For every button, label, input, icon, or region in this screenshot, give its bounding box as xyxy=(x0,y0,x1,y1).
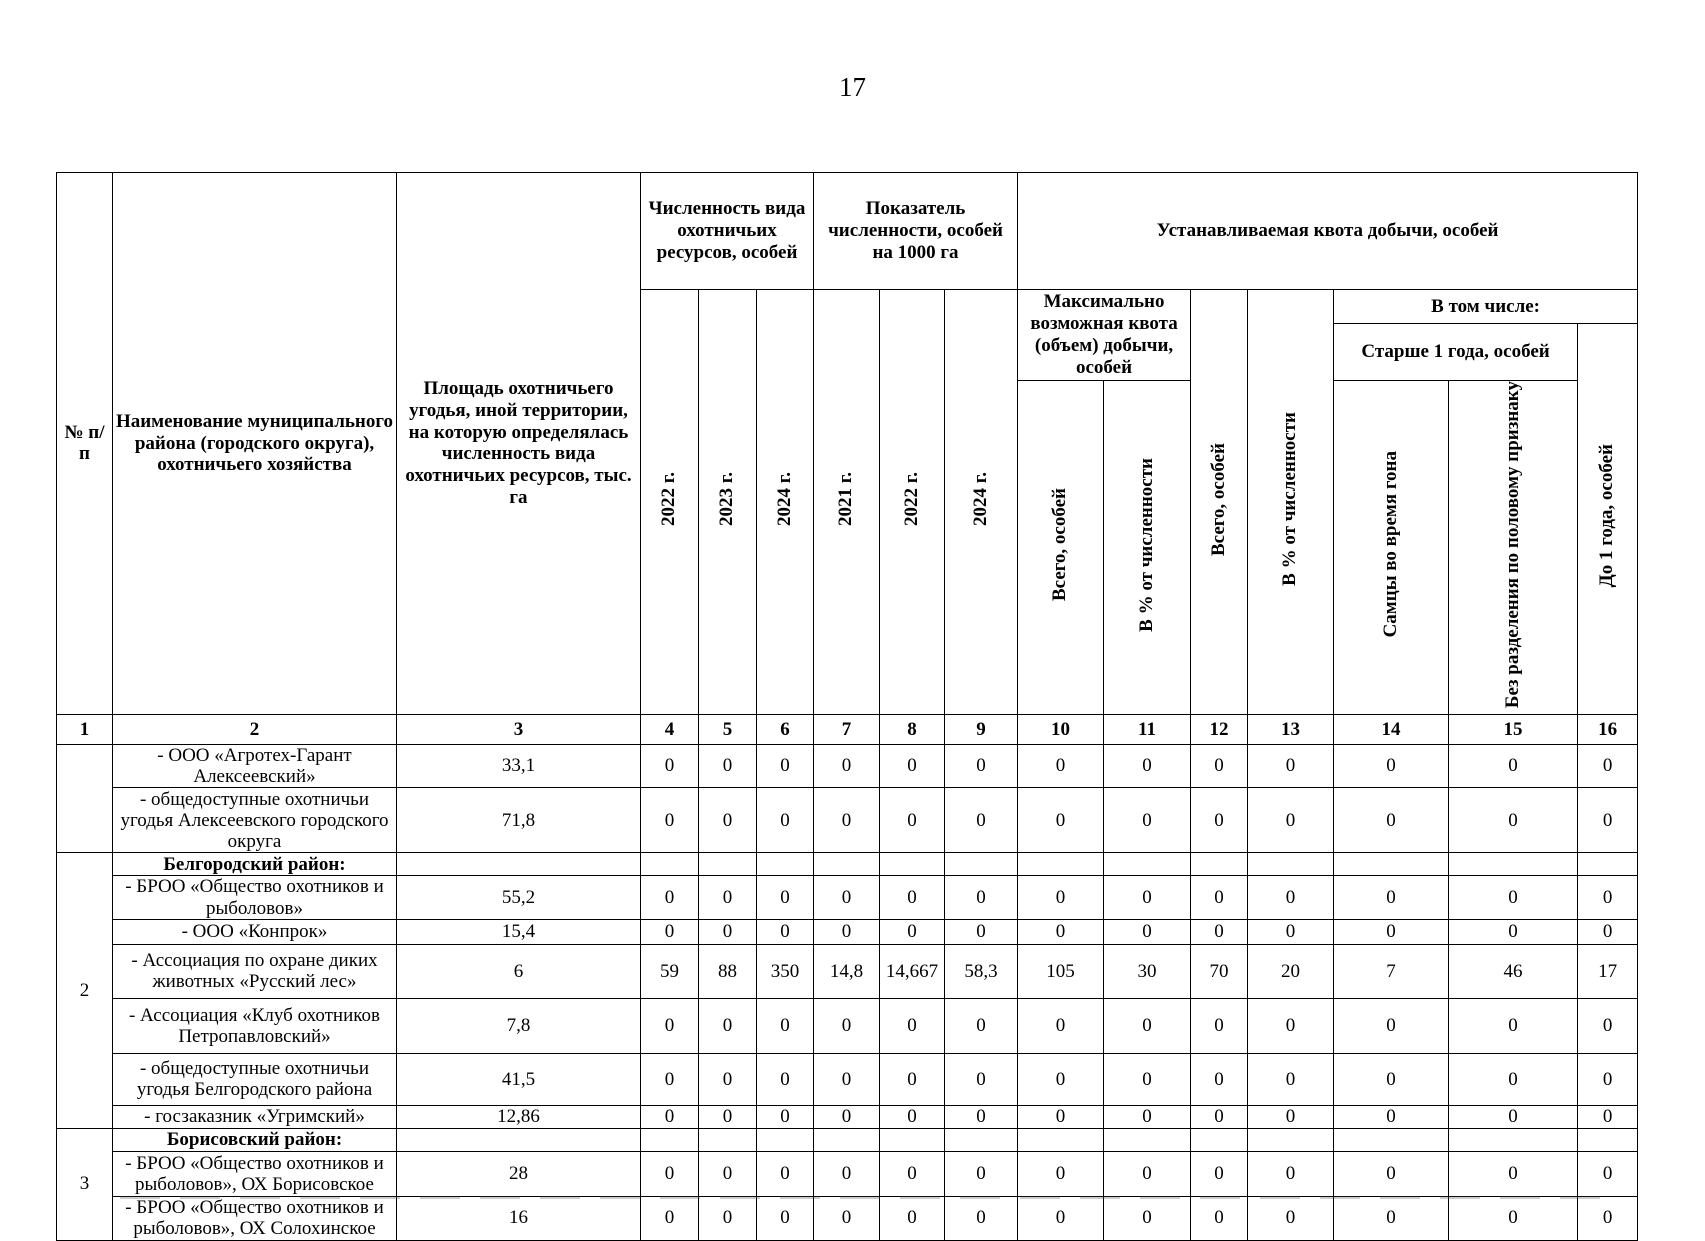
column-number: 10 xyxy=(1018,714,1104,744)
row-value: 0 xyxy=(1191,1105,1248,1128)
row-value: 12,86 xyxy=(397,1105,641,1128)
empty-cell xyxy=(757,853,814,876)
row-value: 0 xyxy=(641,788,699,853)
row-value: 0 xyxy=(880,744,945,788)
row-value: 0 xyxy=(1018,876,1104,920)
empty-cell xyxy=(397,1128,641,1151)
row-value: 0 xyxy=(757,788,814,853)
row-value: 0 xyxy=(1104,744,1191,788)
row-value: 0 xyxy=(1449,1151,1578,1196)
row-value: 0 xyxy=(1248,998,1334,1053)
row-value: 41,5 xyxy=(397,1053,641,1105)
header-including: В том числе: xyxy=(1334,290,1638,324)
row-value: 0 xyxy=(757,1151,814,1196)
table-row xyxy=(57,1151,1638,1196)
bottom-rule xyxy=(120,1196,1620,1199)
empty-cell xyxy=(641,1128,699,1151)
row-value: 0 xyxy=(699,1196,757,1240)
row-value: 0 xyxy=(1449,1105,1578,1128)
row-value: 0 xyxy=(880,788,945,853)
empty-cell xyxy=(880,853,945,876)
table-row xyxy=(57,1053,1638,1105)
header-no-sex: Без разделения по половому признаку xyxy=(1449,381,1578,715)
header-density-year-3: 2024 г. xyxy=(945,290,1018,715)
row-value: 0 xyxy=(699,1151,757,1196)
row-value: 0 xyxy=(1449,1196,1578,1240)
row-value: 0 xyxy=(1334,1105,1449,1128)
row-value: 0 xyxy=(699,744,757,788)
row-value: 15,4 xyxy=(397,919,641,944)
column-number: 12 xyxy=(1191,714,1248,744)
row-value: 0 xyxy=(1334,876,1449,920)
empty-cell xyxy=(397,853,641,876)
group-number: 3 xyxy=(57,1128,113,1240)
empty-cell xyxy=(1018,853,1104,876)
empty-cell xyxy=(699,853,757,876)
row-value: 0 xyxy=(1104,919,1191,944)
empty-cell xyxy=(814,1128,880,1151)
row-value: 0 xyxy=(945,1151,1018,1196)
table-row xyxy=(57,1105,1638,1128)
row-value: 0 xyxy=(945,1105,1018,1128)
empty-cell xyxy=(1334,853,1449,876)
column-number: 15 xyxy=(1449,714,1578,744)
row-value: 0 xyxy=(945,919,1018,944)
column-numbers-row xyxy=(57,714,1638,744)
row-value: 88 xyxy=(699,944,757,998)
row-value: 20 xyxy=(1248,944,1334,998)
row-name: - госзаказник «Угримский» xyxy=(113,1105,397,1128)
row-value: 0 xyxy=(1334,1151,1449,1196)
row-name: - Ассоциация по охране диких животных «Русский лес» xyxy=(113,944,397,998)
row-name: - ООО «Агротех-Гарант Алексеевский» xyxy=(113,744,397,788)
column-number: 16 xyxy=(1578,714,1638,744)
row-value: 0 xyxy=(757,1105,814,1128)
row-value: 0 xyxy=(699,788,757,853)
row-value: 0 xyxy=(945,998,1018,1053)
row-value: 0 xyxy=(641,919,699,944)
row-value: 350 xyxy=(757,944,814,998)
empty-cell xyxy=(1449,1128,1578,1151)
row-value: 0 xyxy=(814,1105,880,1128)
table-row xyxy=(57,1196,1638,1240)
row-value: 0 xyxy=(757,1053,814,1105)
row-value: 0 xyxy=(699,919,757,944)
row-value: 0 xyxy=(880,1053,945,1105)
row-value: 14,667 xyxy=(880,944,945,998)
row-name: - БРОО «Общество охотников и рыболовов» xyxy=(113,876,397,920)
row-value: 0 xyxy=(1578,788,1638,853)
header-max-quota: Максимально возможная квота (объем) добычи, особей xyxy=(1018,290,1191,381)
group-number: 2 xyxy=(57,853,113,1128)
header-num: № п/п xyxy=(57,173,113,715)
row-value: 0 xyxy=(814,1196,880,1240)
row-value: 0 xyxy=(880,1105,945,1128)
row-value: 0 xyxy=(1018,919,1104,944)
column-number: 5 xyxy=(699,714,757,744)
row-value: 71,8 xyxy=(397,788,641,853)
row-value: 0 xyxy=(1018,788,1104,853)
header-density-year-1: 2021 г. xyxy=(814,290,880,715)
column-number: 4 xyxy=(641,714,699,744)
row-value: 0 xyxy=(880,1151,945,1196)
row-value: 0 xyxy=(880,919,945,944)
row-value: 0 xyxy=(1578,1053,1638,1105)
row-value: 0 xyxy=(641,1053,699,1105)
header-area: Площадь охотничьего угодья, иной территории, на которую определялась численность вида охотничьих ресурсов, тыс. га xyxy=(397,173,641,715)
row-value: 0 xyxy=(1248,788,1334,853)
header-count-year-1: 2022 г. xyxy=(641,290,699,715)
empty-cell xyxy=(1104,1128,1191,1151)
header-count-year-3: 2024 г. xyxy=(757,290,814,715)
row-value: 0 xyxy=(757,998,814,1053)
row-value: 0 xyxy=(1191,876,1248,920)
row-value: 0 xyxy=(757,1196,814,1240)
group-number xyxy=(57,744,113,853)
row-value: 0 xyxy=(1248,1151,1334,1196)
row-value: 0 xyxy=(1578,1196,1638,1240)
row-value: 6 xyxy=(397,944,641,998)
row-value: 0 xyxy=(945,876,1018,920)
header-max-pct: В % от численности xyxy=(1104,381,1191,715)
row-value: 0 xyxy=(1578,998,1638,1053)
empty-cell xyxy=(1449,853,1578,876)
empty-cell xyxy=(641,853,699,876)
row-value: 0 xyxy=(1334,919,1449,944)
column-number: 7 xyxy=(814,714,880,744)
empty-cell xyxy=(1334,1128,1449,1151)
row-value: 0 xyxy=(1578,876,1638,920)
empty-cell xyxy=(814,853,880,876)
row-value: 0 xyxy=(1018,744,1104,788)
row-value: 0 xyxy=(1104,876,1191,920)
empty-cell xyxy=(945,1128,1018,1151)
row-value: 28 xyxy=(397,1151,641,1196)
row-value: 0 xyxy=(1248,1196,1334,1240)
empty-cell xyxy=(1104,853,1191,876)
table-header xyxy=(57,173,1638,715)
row-value: 0 xyxy=(1248,919,1334,944)
column-number: 8 xyxy=(880,714,945,744)
row-value: 0 xyxy=(699,998,757,1053)
header-under1: До 1 года, особей xyxy=(1578,324,1638,715)
row-value: 0 xyxy=(1191,1196,1248,1240)
row-value: 105 xyxy=(1018,944,1104,998)
row-value: 0 xyxy=(1449,788,1578,853)
row-value: 0 xyxy=(1104,998,1191,1053)
row-name: - Ассоциация «Клуб охотников Петропавловский» xyxy=(113,998,397,1053)
row-value: 0 xyxy=(1334,744,1449,788)
row-value: 0 xyxy=(699,876,757,920)
header-density-group: Показатель численности, особей на 1000 га xyxy=(814,173,1018,290)
empty-cell xyxy=(1018,1128,1104,1151)
table-row xyxy=(57,788,1638,853)
row-value: 0 xyxy=(814,998,880,1053)
header-count-year-2: 2023 г. xyxy=(699,290,757,715)
column-number: 3 xyxy=(397,714,641,744)
column-number: 14 xyxy=(1334,714,1449,744)
column-number: 13 xyxy=(1248,714,1334,744)
page-number: 17 xyxy=(839,72,866,102)
row-value: 0 xyxy=(1334,1053,1449,1105)
row-value: 0 xyxy=(1449,744,1578,788)
row-value: 0 xyxy=(1334,998,1449,1053)
quota-table xyxy=(56,172,1638,1241)
row-value: 0 xyxy=(1191,744,1248,788)
row-value: 0 xyxy=(814,788,880,853)
row-value: 0 xyxy=(699,1053,757,1105)
row-value: 0 xyxy=(1191,1151,1248,1196)
row-value: 7,8 xyxy=(397,998,641,1053)
header-name: Наименование муниципального района (городского округа), охотничьего хозяйства xyxy=(113,173,397,715)
row-value: 0 xyxy=(1018,1151,1104,1196)
empty-cell xyxy=(945,853,1018,876)
row-value: 0 xyxy=(1104,1196,1191,1240)
group-title-row xyxy=(57,1128,1638,1151)
row-value: 0 xyxy=(945,788,1018,853)
row-value: 0 xyxy=(814,744,880,788)
header-max-total: Всего, особей xyxy=(1018,381,1104,715)
row-value: 0 xyxy=(1449,919,1578,944)
row-value: 0 xyxy=(880,1196,945,1240)
row-value: 0 xyxy=(757,919,814,944)
group-title-row xyxy=(57,853,1638,876)
row-value: 0 xyxy=(641,1196,699,1240)
row-value: 46 xyxy=(1449,944,1578,998)
header-quota-group: Устанавливаемая квота добычи, особей xyxy=(1018,173,1638,290)
row-value: 30 xyxy=(1104,944,1191,998)
column-number: 6 xyxy=(757,714,814,744)
row-value: 0 xyxy=(814,876,880,920)
row-value: 0 xyxy=(945,1053,1018,1105)
empty-cell xyxy=(1191,853,1248,876)
row-value: 0 xyxy=(1449,1053,1578,1105)
row-name: - общедоступные охотничьи угодья Белгородского района xyxy=(113,1053,397,1105)
row-value: 0 xyxy=(1578,919,1638,944)
row-value: 0 xyxy=(641,1105,699,1128)
table-row xyxy=(57,744,1638,788)
row-value: 0 xyxy=(1104,1105,1191,1128)
row-value: 14,8 xyxy=(814,944,880,998)
table-body xyxy=(57,714,1638,1240)
empty-cell xyxy=(880,1128,945,1151)
table-row xyxy=(57,944,1638,998)
row-name: - общедоступные охотничьи угодья Алексеевского городского округа xyxy=(113,788,397,853)
column-number: 9 xyxy=(945,714,1018,744)
row-value: 0 xyxy=(1018,1196,1104,1240)
empty-cell xyxy=(1191,1128,1248,1151)
empty-cell xyxy=(1578,853,1638,876)
row-name: - БРОО «Общество охотников и рыболовов», ОХ Солохинское xyxy=(113,1196,397,1240)
empty-cell xyxy=(757,1128,814,1151)
row-value: 0 xyxy=(1449,998,1578,1053)
table-row xyxy=(57,919,1638,944)
empty-cell xyxy=(1248,853,1334,876)
table-row xyxy=(57,876,1638,920)
row-value: 0 xyxy=(1018,998,1104,1053)
row-value: 0 xyxy=(945,1196,1018,1240)
row-value: 0 xyxy=(1104,788,1191,853)
group-title: Борисовский район: xyxy=(113,1128,397,1151)
row-value: 0 xyxy=(1578,1151,1638,1196)
row-value: 70 xyxy=(1191,944,1248,998)
header-males: Самцы во время гона xyxy=(1334,381,1449,715)
row-value: 0 xyxy=(641,1151,699,1196)
row-value: 0 xyxy=(1191,1053,1248,1105)
row-value: 0 xyxy=(1248,1053,1334,1105)
row-value: 0 xyxy=(1191,919,1248,944)
row-name: - ООО «Конпрок» xyxy=(113,919,397,944)
header-older: Старше 1 года, особей xyxy=(1334,324,1578,381)
column-number: 11 xyxy=(1104,714,1191,744)
row-value: 33,1 xyxy=(397,744,641,788)
row-value: 0 xyxy=(814,1151,880,1196)
row-value: 16 xyxy=(397,1196,641,1240)
group-title: Белгородский район: xyxy=(113,853,397,876)
row-value: 0 xyxy=(699,1105,757,1128)
row-value: 7 xyxy=(1334,944,1449,998)
row-value: 0 xyxy=(945,744,1018,788)
empty-cell xyxy=(1248,1128,1334,1151)
row-value: 0 xyxy=(1191,788,1248,853)
column-number: 2 xyxy=(113,714,397,744)
row-value: 55,2 xyxy=(397,876,641,920)
row-value: 0 xyxy=(641,744,699,788)
row-value: 0 xyxy=(1018,1053,1104,1105)
row-value: 0 xyxy=(880,998,945,1053)
row-value: 0 xyxy=(814,919,880,944)
row-value: 0 xyxy=(1104,1053,1191,1105)
row-value: 0 xyxy=(1104,1151,1191,1196)
row-value: 0 xyxy=(757,876,814,920)
row-value: 0 xyxy=(1248,744,1334,788)
row-value: 0 xyxy=(814,1053,880,1105)
row-value: 0 xyxy=(1018,1105,1104,1128)
header-density-year-2: 2022 г. xyxy=(880,290,945,715)
row-value: 0 xyxy=(641,876,699,920)
row-value: 17 xyxy=(1578,944,1638,998)
row-value: 0 xyxy=(1191,998,1248,1053)
empty-cell xyxy=(699,1128,757,1151)
header-pct: В % от численности xyxy=(1248,290,1334,715)
row-value: 0 xyxy=(1248,1105,1334,1128)
row-value: 0 xyxy=(1248,876,1334,920)
header-count-group: Численность вида охотничьих ресурсов, особей xyxy=(641,173,814,290)
column-number: 1 xyxy=(57,714,113,744)
row-value: 59 xyxy=(641,944,699,998)
row-value: 0 xyxy=(1578,1105,1638,1128)
row-value: 0 xyxy=(1334,788,1449,853)
empty-cell xyxy=(1578,1128,1638,1151)
row-value: 0 xyxy=(1449,876,1578,920)
row-value: 0 xyxy=(757,744,814,788)
row-value: 58,3 xyxy=(945,944,1018,998)
table-row xyxy=(57,998,1638,1053)
row-name: - БРОО «Общество охотников и рыболовов», ОХ Борисовское xyxy=(113,1151,397,1196)
row-value: 0 xyxy=(641,998,699,1053)
row-value: 0 xyxy=(1334,1196,1449,1240)
header-total: Всего, особей xyxy=(1191,290,1248,715)
row-value: 0 xyxy=(1578,744,1638,788)
row-value: 0 xyxy=(880,876,945,920)
